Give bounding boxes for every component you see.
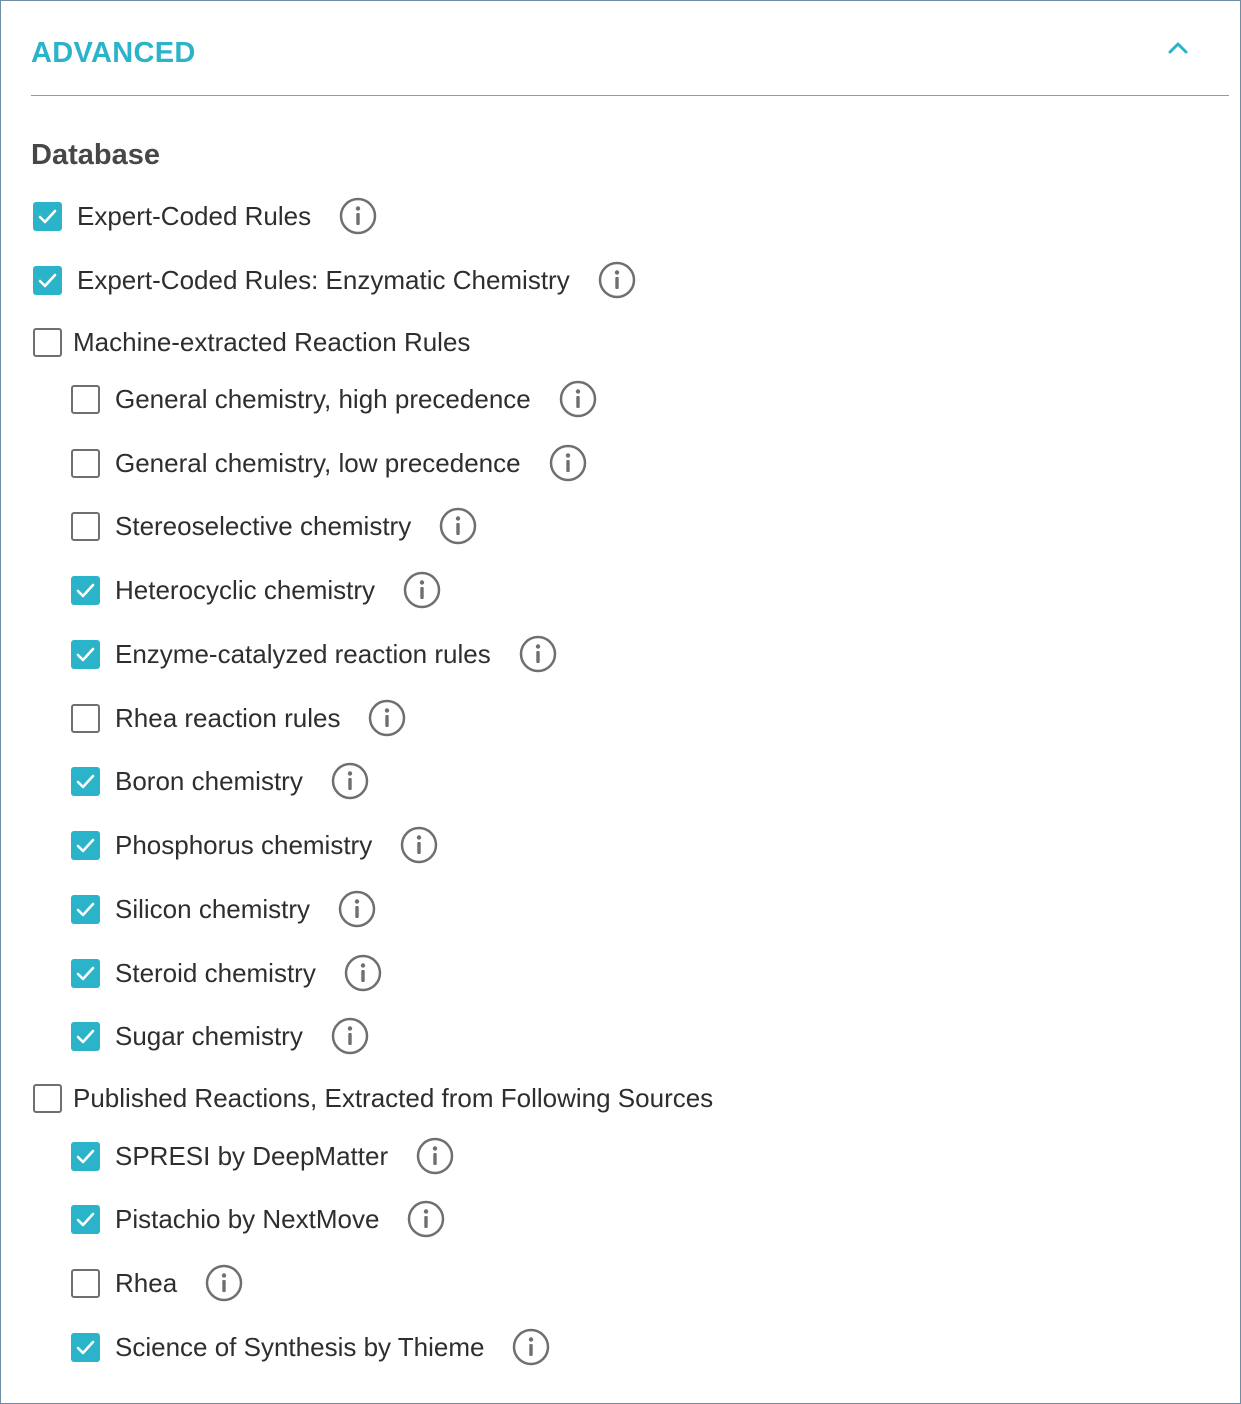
info-icon[interactable] [403, 571, 441, 609]
option-label[interactable]: Sugar chemistry [115, 1020, 303, 1051]
checkbox[interactable] [71, 1022, 100, 1051]
option-label[interactable]: Rhea [115, 1267, 178, 1298]
option-label[interactable]: Published Reactions, Extracted from Following Sources [73, 1082, 714, 1113]
advanced-header[interactable] [31, 1, 1229, 96]
checkbox[interactable] [33, 1084, 62, 1113]
advanced-title: ADVANCED [31, 37, 196, 69]
option-label[interactable]: Expert-Coded Rules: Enzymatic Chemistry [77, 264, 570, 295]
checkbox[interactable] [71, 704, 100, 733]
option-rhea-reaction-rules[interactable] [71, 698, 406, 738]
option-spresi-by-deepmatter[interactable] [71, 1136, 454, 1176]
checkbox[interactable] [71, 1333, 100, 1362]
option-label[interactable]: Heterocyclic chemistry [115, 574, 376, 605]
info-icon[interactable] [205, 1264, 243, 1302]
option-expert-coded-rules[interactable] [33, 196, 377, 236]
option-label[interactable]: Machine-extracted Reaction Rules [73, 326, 471, 357]
checkbox[interactable] [33, 202, 62, 231]
info-icon[interactable] [400, 826, 438, 864]
info-icon[interactable] [407, 1200, 445, 1238]
info-icon[interactable] [331, 762, 369, 800]
option-general-chemistry-low-precedence[interactable] [71, 443, 587, 483]
info-icon[interactable] [519, 635, 557, 673]
option-label[interactable]: Boron chemistry [115, 765, 303, 796]
option-expert-coded-rules-enzymatic-chemistry[interactable] [33, 260, 636, 300]
option-sugar-chemistry[interactable] [71, 1016, 369, 1056]
checkbox[interactable] [71, 767, 100, 796]
info-icon[interactable] [598, 261, 636, 299]
option-machine-extracted-reaction-rules[interactable] [33, 322, 470, 362]
option-label[interactable]: Stereoselective chemistry [115, 510, 412, 541]
info-icon[interactable] [549, 444, 587, 482]
option-label[interactable]: General chemistry, low precedence [115, 447, 521, 478]
checkbox[interactable] [71, 1205, 100, 1234]
option-rhea[interactable] [71, 1263, 243, 1303]
info-icon[interactable] [339, 197, 377, 235]
option-label[interactable]: SPRESI by DeepMatter [115, 1140, 389, 1171]
info-icon[interactable] [368, 699, 406, 737]
option-general-chemistry-high-precedence[interactable] [71, 379, 597, 419]
option-label[interactable]: Steroid chemistry [115, 957, 316, 988]
option-published-reactions-extracted-from-following-sources[interactable] [33, 1078, 713, 1118]
option-label[interactable]: Silicon chemistry [115, 893, 311, 924]
option-label[interactable]: Rhea reaction rules [115, 702, 341, 733]
info-icon[interactable] [416, 1137, 454, 1175]
chevron-up-icon[interactable] [1165, 35, 1191, 61]
info-icon[interactable] [344, 954, 382, 992]
checkbox[interactable] [71, 959, 100, 988]
checkbox[interactable] [71, 449, 100, 478]
checkbox[interactable] [71, 385, 100, 414]
option-label[interactable]: Science of Synthesis by Thieme [115, 1331, 485, 1362]
checkbox[interactable] [71, 1269, 100, 1298]
option-pistachio-by-nextmove[interactable] [71, 1199, 445, 1239]
option-steroid-chemistry[interactable] [71, 953, 382, 993]
info-icon[interactable] [331, 1017, 369, 1055]
option-phosphorus-chemistry[interactable] [71, 825, 438, 865]
option-label[interactable]: Expert-Coded Rules [77, 200, 312, 231]
checkbox[interactable] [33, 266, 62, 295]
option-silicon-chemistry[interactable] [71, 889, 376, 929]
checkbox[interactable] [71, 640, 100, 669]
option-label[interactable]: Enzyme-catalyzed reaction rules [115, 638, 491, 669]
info-icon[interactable] [512, 1328, 550, 1366]
checkbox[interactable] [71, 1142, 100, 1171]
option-boron-chemistry[interactable] [71, 761, 369, 801]
option-science-of-synthesis-by-thieme[interactable] [71, 1327, 550, 1367]
option-heterocyclic-chemistry[interactable] [71, 570, 441, 610]
database-section-title: Database [31, 139, 160, 171]
option-stereoselective-chemistry[interactable] [71, 506, 477, 546]
option-label[interactable]: Phosphorus chemistry [115, 829, 373, 860]
info-icon[interactable] [338, 890, 376, 928]
option-label[interactable]: General chemistry, high precedence [115, 383, 531, 414]
checkbox[interactable] [33, 328, 62, 357]
checkbox[interactable] [71, 512, 100, 541]
option-label[interactable]: Pistachio by NextMove [115, 1203, 380, 1234]
checkbox[interactable] [71, 831, 100, 860]
info-icon[interactable] [559, 380, 597, 418]
checkbox[interactable] [71, 576, 100, 605]
checkbox[interactable] [71, 895, 100, 924]
info-icon[interactable] [439, 507, 477, 545]
option-enzyme-catalyzed-reaction-rules[interactable] [71, 634, 557, 674]
